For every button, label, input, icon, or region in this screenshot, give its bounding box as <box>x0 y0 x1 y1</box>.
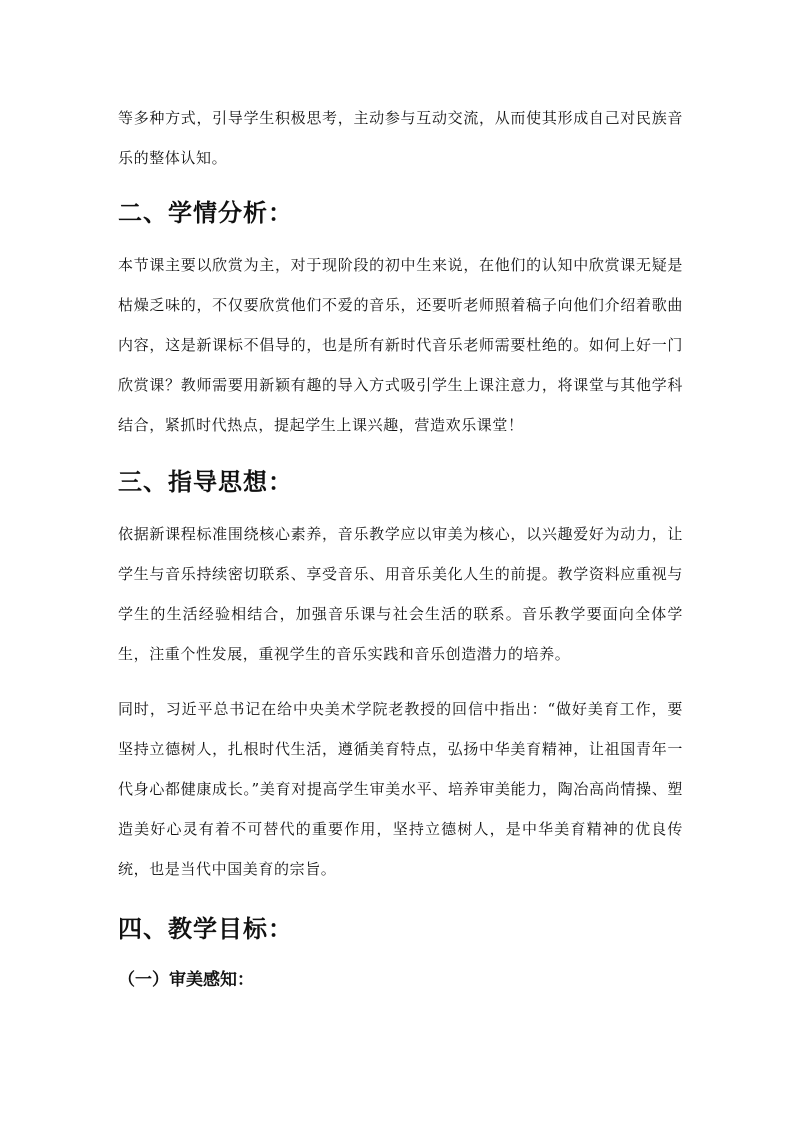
section-heading-guiding-ideology: 三、指导思想： <box>118 468 293 496</box>
section-heading-teaching-goals: 四、教学目标： <box>118 915 293 943</box>
section-heading-learning-analysis: 二、学情分析： <box>118 199 293 227</box>
guiding-ideology-paragraph-2: 同时，习近平总书记在给中央美术学院老教授的回信中指出：“做好美育工作，要坚持立德树人，扎根时代生活，遵循美育特点，弘扬中华美育精神，让祖国青年一代身心都健康成长。”美育对提高学生审美水平、培养审美能力，陶冶高尚情操、塑造美好心灵有着不可替代的重要作用，坚持立德树人，是中华美育精神的优良传统，也是当代中国美育的宗旨。 <box>118 700 683 878</box>
guiding-ideology-paragraph-1: 依据新课程标准围绕核心素养，音乐教学应以审美为核心，以兴趣爱好为动力，让学生与音乐持续密切联系、享受音乐、用音乐美化人生的前提。教学资料应重视与学生的生活经验相结合，加强音乐课与社会生活的联系。音乐教学要面向全体学生，注重个性发展，重视学生的音乐实践和音乐创造潜力的培养。 <box>118 525 683 663</box>
intro-paragraph: 等多种方式，引导学生积极思考，主动参与互动交流，从而使其形成自己对民族音乐的整体认知。 <box>118 109 683 167</box>
learning-analysis-paragraph: 本节课主要以欣赏为主，对于现阶段的初中生来说，在他们的认知中欣赏课无疑是枯燥乏味的，不仅要欣赏他们不爱的音乐，还要听老师照着稿子向他们介绍着歌曲内容，这是新课标不倡导的，也是所有新时代音乐老师需要杜绝的。如何上好一门欣赏课？教师需要用新颖有趣的导入方式吸引学生上课注意力，将课堂与其他学科结合，紧抓时代热点，提起学生上课兴趣，营造欢乐课堂！ <box>118 256 683 434</box>
subheading-aesthetic-perception: （一）审美感知： <box>118 970 254 990</box>
